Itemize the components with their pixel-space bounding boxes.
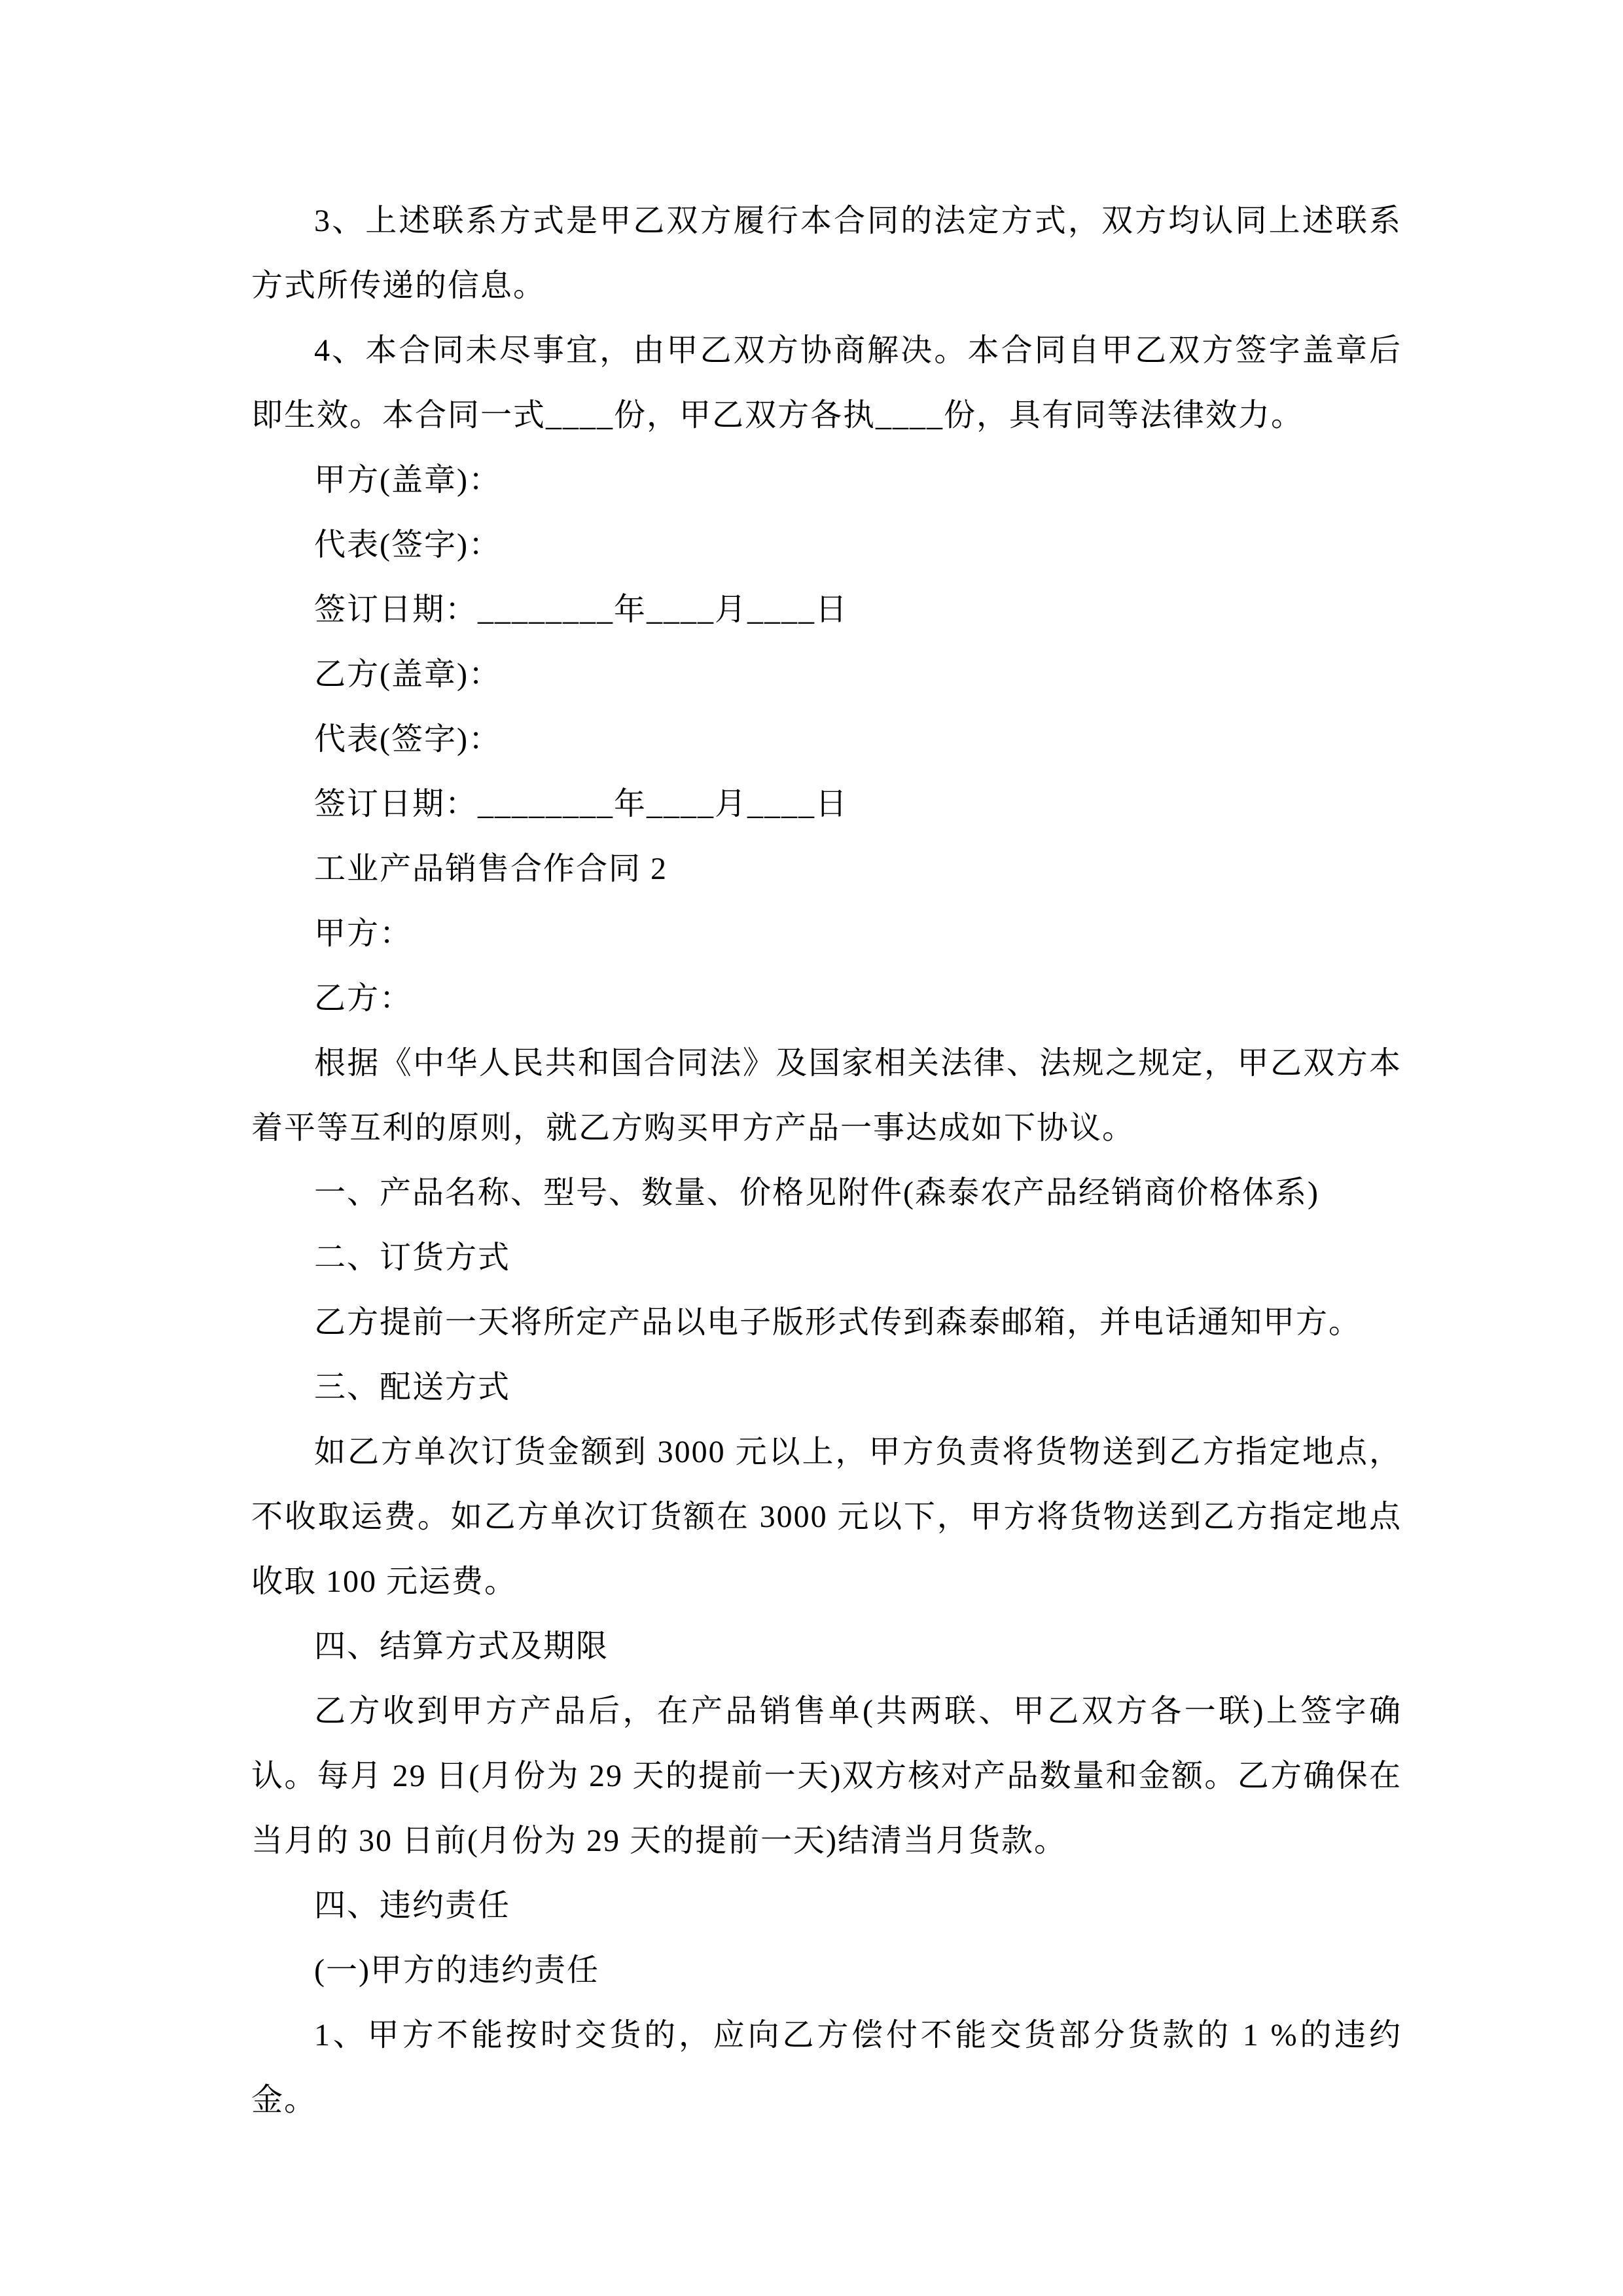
party-b-label: 乙方： [314, 981, 413, 1016]
party-b-seal-line: 乙方(盖章)： [314, 657, 501, 692]
party-b-representative-line: 代表(签字)： [314, 722, 501, 757]
party-a-label: 甲方： [314, 916, 413, 951]
clause-breach-heading: 四、违约责任 [314, 1888, 511, 1923]
party-a-sign-date-line: 签订日期：________年____月____日 [314, 592, 849, 627]
clause-2-ordering-heading: 二、订货方式 [314, 1240, 511, 1275]
clause-misc-effectiveness: 4、本合同未尽事宜，由甲乙双方协商解决。本合同自甲乙双方签字盖章后即生效。本合同一式____份，甲乙双方各执____份，具有同等法律效力。 [251, 333, 1402, 433]
contract-2-title: 工业产品销售合作合同 2 [314, 852, 668, 886]
clause-breach-party-a-item-1: 1、甲方不能按时交货的，应向乙方偿付不能交货部分货款的 1 %的违约金。 [251, 2018, 1402, 2117]
clause-contact-validity: 3、上述联系方式是甲乙双方履行本合同的法定方式，双方均认同上述联系方式所传递的信息。 [251, 204, 1402, 303]
clause-2-ordering-body: 乙方提前一天将所定产品以电子版形式传到森泰邮箱，并电话通知甲方。 [314, 1305, 1362, 1340]
clause-4-settlement-body: 乙方收到甲方产品后，在产品销售单(共两联、甲乙双方各一联)上签字确认。每月 29 日(月份为 29 天的提前一天)双方核对产品数量和金额。乙方确保在当月的 30 日前(月份为 29 天的提前一天)结清当月货款。 [251, 1694, 1402, 1858]
party-a-seal-line: 甲方(盖章)： [314, 463, 501, 497]
clause-3-delivery-heading: 三、配送方式 [314, 1370, 511, 1405]
preamble-paragraph: 根据《中华人民共和国合同法》及国家相关法律、法规之规定，甲乙双方本着平等互利的原则，就乙方购买甲方产品一事达成如下协议。 [251, 1046, 1402, 1145]
clause-1-products: 一、产品名称、型号、数量、价格见附件(森泰农产品经销商价格体系) [314, 1175, 1319, 1210]
clause-3-delivery-body: 如乙方单次订货金额到 3000 元以上，甲方负责将货物送到乙方指定地点，不收取运费。如乙方单次订货额在 3000 元以下，甲方将货物送到乙方指定地点收取 100 元运费。 [251, 1435, 1402, 1599]
party-b-sign-date-line: 签订日期：________年____月____日 [314, 787, 849, 821]
clause-4-settlement-heading: 四、结算方式及期限 [314, 1629, 609, 1664]
party-a-representative-line: 代表(签字)： [314, 528, 501, 562]
contract-body [251, 188, 1402, 2132]
clause-breach-party-a-heading: (一)甲方的违约责任 [314, 1953, 599, 1988]
